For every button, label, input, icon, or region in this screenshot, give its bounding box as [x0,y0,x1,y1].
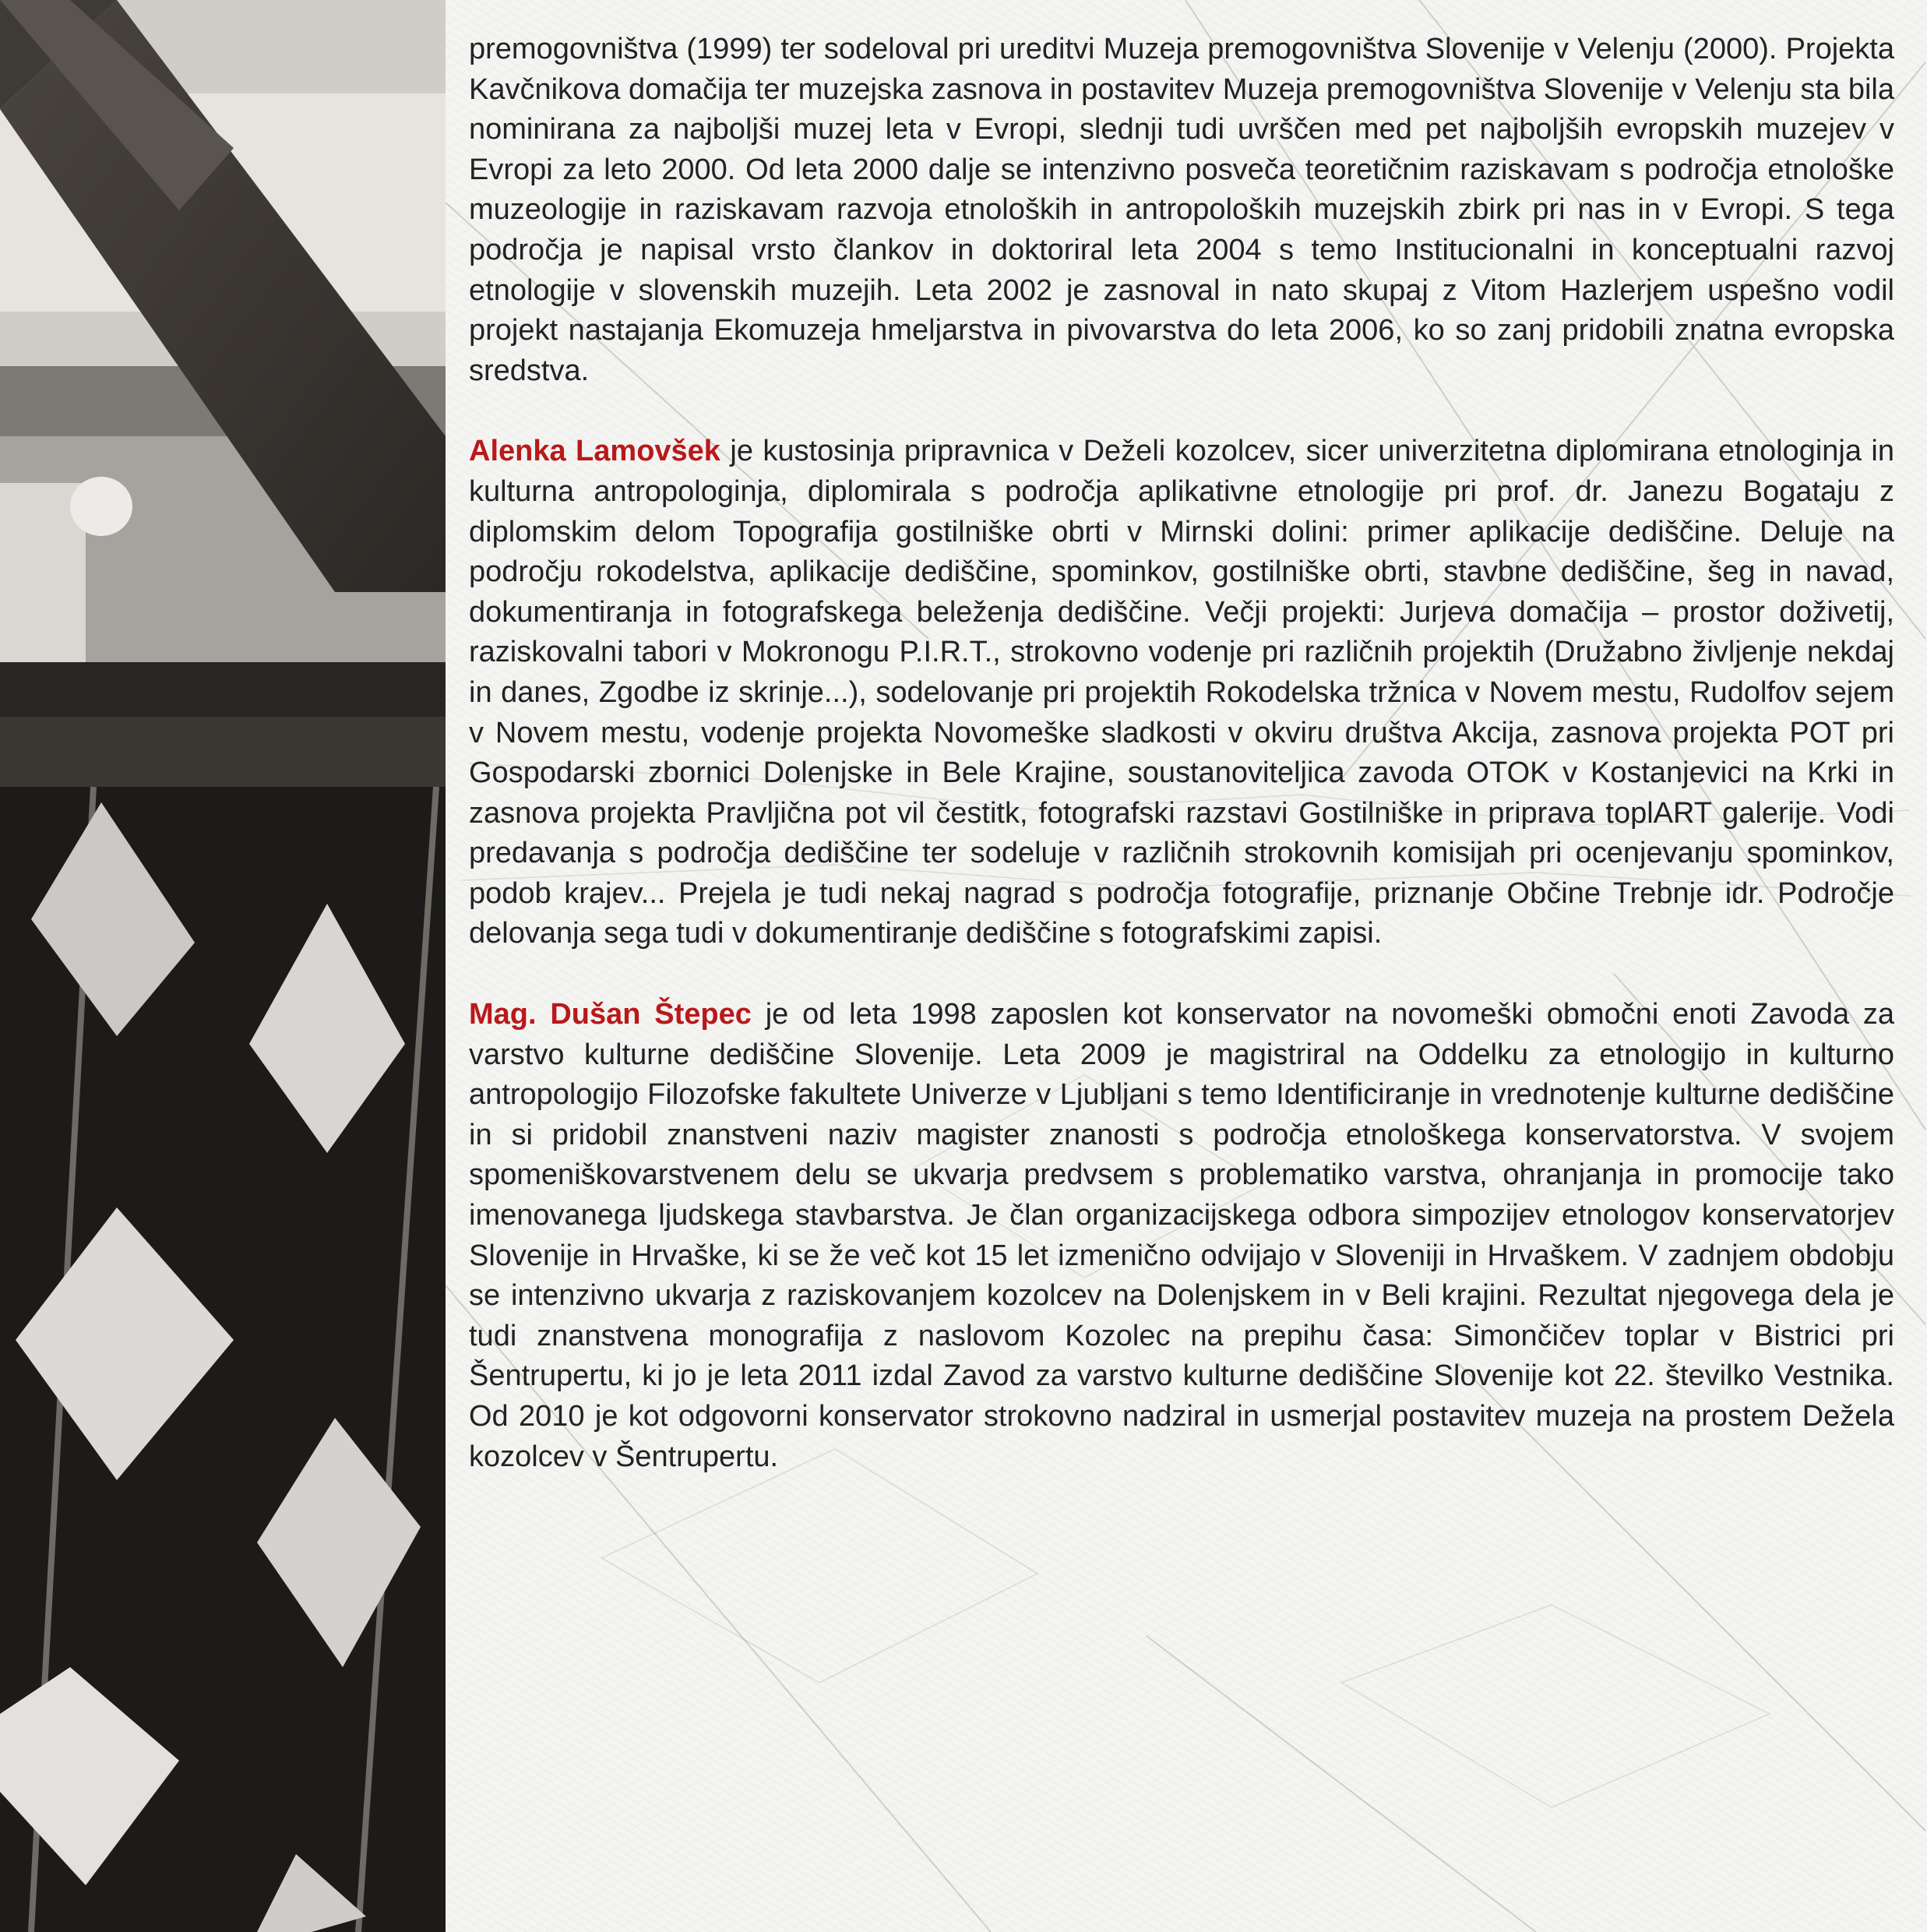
paragraph-2 [469,432,1894,954]
person-name-dusan: Mag. Dušan Štepec [469,998,752,1031]
paragraph-1 [469,30,1894,391]
paragraph-3-text: je od leta 1998 zaposlen kot konservator na novomeški območni enoti Zavoda za varstvo kulturne dediščine Slovenije. Leta 2009 je magistriral na Oddelku za etnologijo in kulturno antropologijo Filozofske fakultete Univerze v Ljubljani s temo Identificiranje in vrednotenje kulturne dediščine in si pridobil znanstveni naziv magister znanosti s področja etnološkega konservatorstva. V svojem spomeniškovarstvenem delu se ukvarja predvsem s problematiko varstva, ohranjanja in promocije tako imenovanega ljudskega stavbarstva. Je član organizacijskega odbora simpozijev etnologov konservatorjev Slovenije in Hrvaške, ki se že več kot 15 let izmenično odvijajo v Sloveniji in Hrvaškem. V zadnjem obdobju se intenzivno ukvarja z raziskovanjem kozolcev na Dolenjskem in v Beli krajini. Rezultat njegovega dela je tudi znanstvena monografija z naslovom Kozolec na prepihu časa: Simončičev toplar v Bistrici pri Šentrupertu, ki jo je leta 2011 izdal Zavod za varstvo kulturne dediščine Slovenije kot 22. številko Vestnika. Od 2010 je kot odgovorni konservator strokovno nadziral in usmerjal postavitev muzeja na prostem Dežela kozolcev v Šentrupertu. [469,998,1895,1473]
paragraph-3 [469,995,1894,1477]
paragraph-1-text: premogovništva (1999) ter sodeloval pri ureditvi Muzeja premogovništva Slovenije v Velenju (2000). Projekta Kavčnikova domačija ter muzejska zasnova in postavitev Muzeja premogovništva Slovenije v Velenju sta bila nominirana za najboljši muzej leta v Evropi, slednji tudi uvrščen med pet najboljših evropskih muzejev v Evropi za leto 2000. Od leta 2000 dalje se intenzivno posveča teoretičnim raziskavam s področja etnološke muzeologije in raziskavam razvoja etnoloških in antropoloških muzejskih zbirk pri nas in v Evropi. S tega področja je napisal vrsto člankov in doktoriral leta 2004 s temo Institucionalni in konceptualni razvoj etnologije v slovenskih muzejih. Leta 2002 je zasnoval in nato skupaj z Vitom Hazlerjem uspešno vodil projekt nastajanja Ekomuzeja hmeljarstva in pivovarstva do leta 2006, ko so zanj pridobili znatna evropska sredstva. [469,33,1894,387]
paragraph-2-text: je kustosinja pripravnica v Deželi kozolcev, sicer univerzitetna diplomirana etnologinja in kulturna antropologinja, diplomirala s področja aplikativne etnologije pri prof. dr. Janezu Bogataju z diplomskim delom Topografija gostilniške obrti v Mirnski dolini: primer aplikacije dediščine. Deluje na področju rokodelstva, aplikacije dediščine, spominkov, gostilniške obrti, stavbne dediščine, šeg in navad, dokumentiranja in fotografskega beleženja dediščine. Večji projekti: Jurjeva domačija – prostor doživetij, raziskovalni tabori v Mokronogu P.I.R.T., strokovno vodenje pri različnih projektih (Družabno življenje nekdaj in danes, Zgodbe iz skrinje...), sodelovanje pri projektih Rokodelska tržnica v Novem mestu, Rudolfov sejem v Novem mestu, vodenje projekta Novomeške sladkosti v okviru društva Akcija, zasnova projekta POT pri Gospodarski zbornici Dolenjske in Bele Krajine, soustanoviteljica zavoda OTOK v Kostanjevici na Krki in zasnova projekta Pravljična pot vil čestitk, fotografski razstavi Gostilniške in priprava toplART galerije. Vodi predavanja s področja dediščine ter sodeluje v različnih strokovnih komisijah pri ocenjevanju spominkov, podob krajev... Prejela je tudi nekaj nagrad s področja fotografije, priznanje Občine Trebnje idr. Področje delovanja sega tudi v dokumentiranje dediščine s fotografskimi zapisi. [469,435,1894,950]
person-name-alenka: Alenka Lamovšek [469,435,720,468]
text-column [469,30,1894,1518]
timber-photo [0,0,446,1932]
